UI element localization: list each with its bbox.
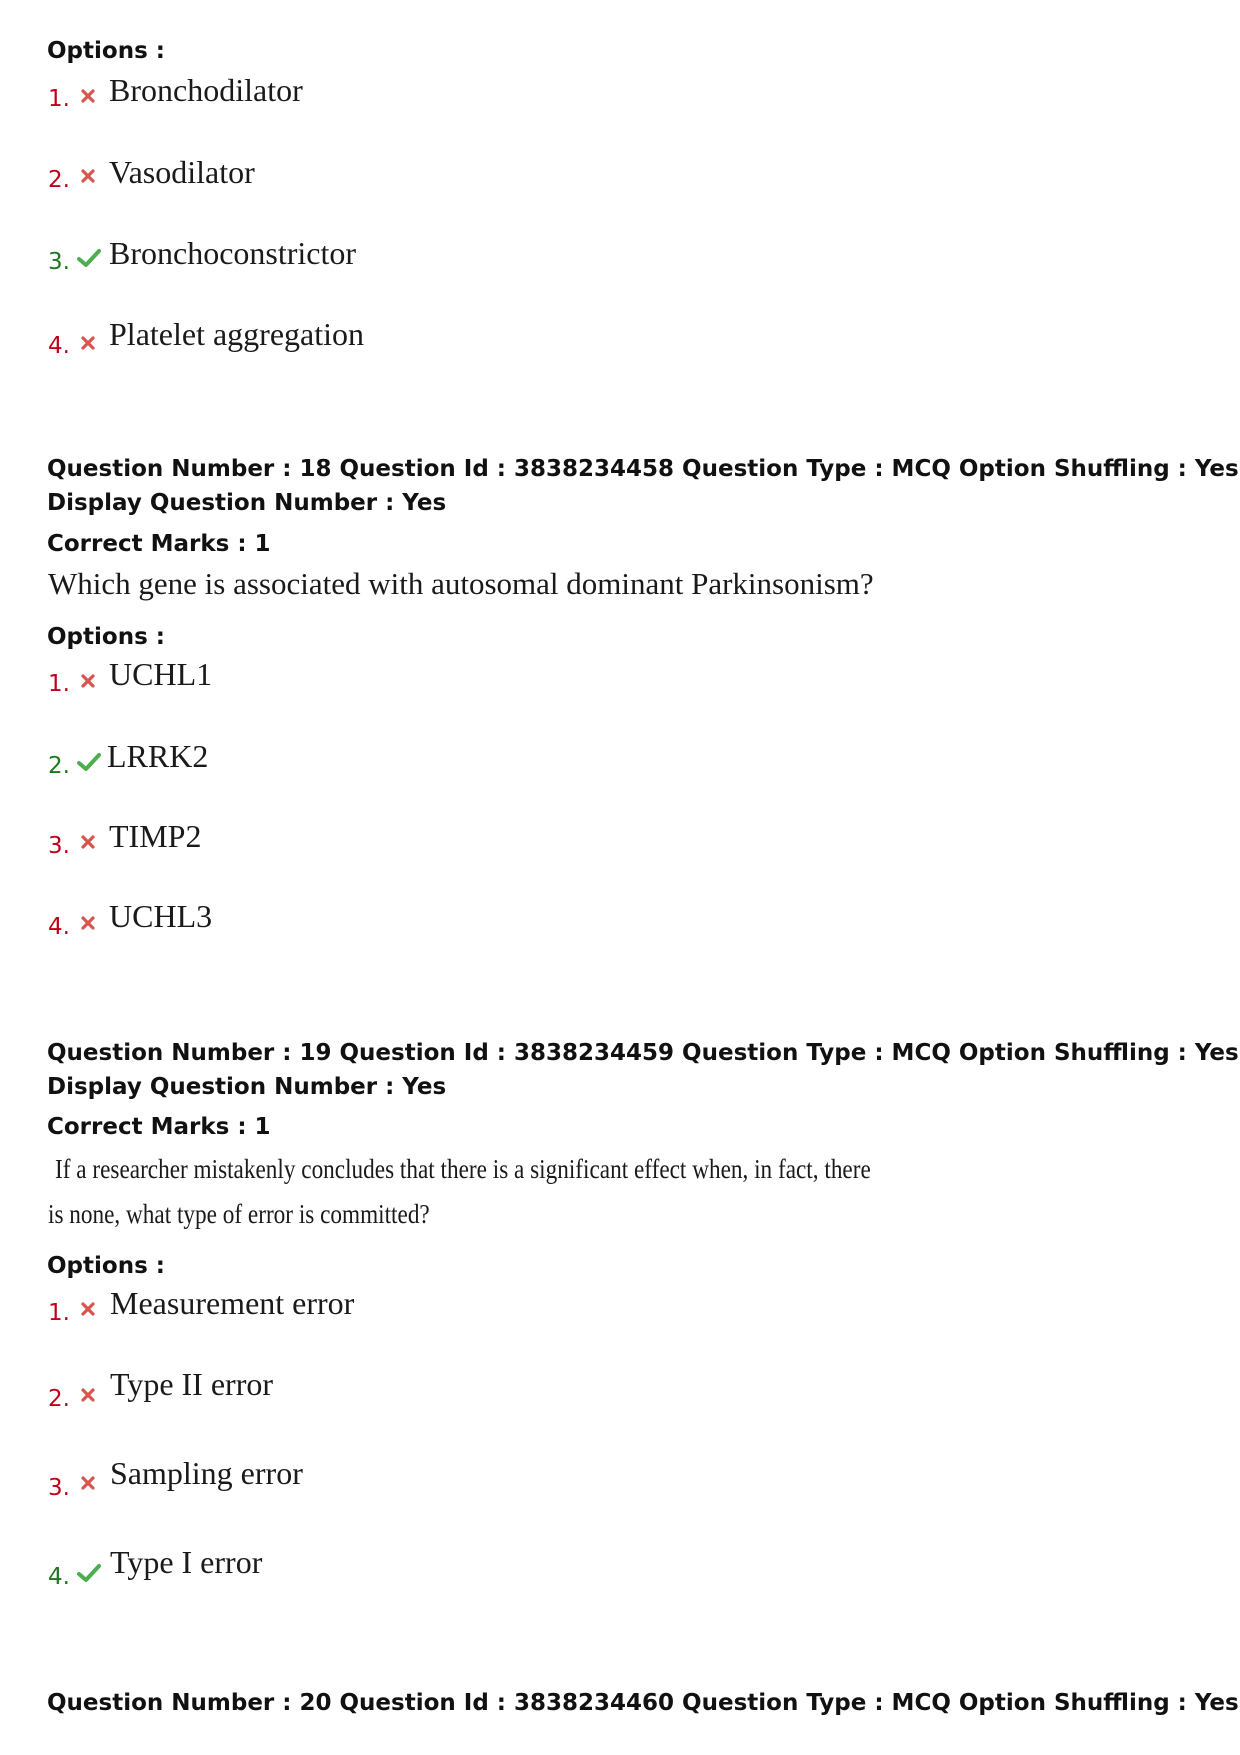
options-label: Options : bbox=[47, 624, 165, 650]
option-text: UCHL3 bbox=[109, 898, 213, 934]
option-text: Measurement error bbox=[110, 1285, 355, 1321]
wrong-cross-icon bbox=[80, 1301, 96, 1317]
correct-check-icon bbox=[77, 1563, 101, 1583]
wrong-cross-icon bbox=[80, 1387, 96, 1403]
option-number: 3. bbox=[48, 1475, 70, 1501]
option-text: TIMP2 bbox=[109, 818, 202, 854]
wrong-cross-icon bbox=[80, 673, 96, 689]
option-number: 1. bbox=[48, 86, 70, 112]
option-number: 3. bbox=[48, 833, 70, 859]
question-text: Which gene is associated with autosomal dominant Parkinsonism? bbox=[48, 566, 874, 601]
correct-marks: Correct Marks : 1 bbox=[47, 1114, 271, 1140]
option-text: Bronchodilator bbox=[109, 72, 303, 108]
option-number: 4. bbox=[48, 333, 70, 359]
wrong-cross-icon bbox=[80, 915, 96, 931]
option-number: 2. bbox=[48, 167, 70, 193]
wrong-cross-icon bbox=[80, 335, 96, 351]
option-text: UCHL1 bbox=[109, 656, 213, 692]
option-number: 1. bbox=[48, 671, 70, 697]
question-text-line1: If a researcher mistakenly concludes that there is a significant effect when, in fact, there bbox=[55, 1154, 871, 1184]
option-number: 2. bbox=[48, 1386, 70, 1412]
question-header-line2: Display Question Number : Yes bbox=[47, 490, 447, 516]
wrong-cross-icon bbox=[80, 88, 96, 104]
wrong-cross-icon bbox=[80, 1475, 96, 1491]
correct-marks: Correct Marks : 1 bbox=[47, 531, 271, 557]
option-text: Bronchoconstrictor bbox=[109, 235, 357, 271]
option-number: 4. bbox=[48, 914, 70, 940]
correct-check-icon bbox=[77, 248, 101, 268]
question-header-line2: Display Question Number : Yes bbox=[47, 1074, 447, 1100]
options-label: Options : bbox=[47, 38, 165, 64]
option-number: 1. bbox=[48, 1300, 70, 1326]
option-number: 2. bbox=[48, 753, 70, 779]
question-text-line2: is none, what type of error is committed? bbox=[48, 1199, 430, 1229]
option-number: 4. bbox=[48, 1564, 70, 1590]
wrong-cross-icon bbox=[80, 834, 96, 850]
option-text: LRRK2 bbox=[107, 738, 209, 774]
options-label: Options : bbox=[47, 1253, 165, 1279]
option-number: 3. bbox=[48, 249, 70, 275]
option-text: Platelet aggregation bbox=[109, 316, 365, 352]
option-text: Vasodilator bbox=[109, 154, 255, 190]
question-header-line1: Question Number : 20 Question Id : 3838234460 Question Type : MCQ Option Shuffling : Yes bbox=[47, 1690, 1239, 1716]
wrong-cross-icon bbox=[80, 168, 96, 184]
correct-check-icon bbox=[77, 752, 101, 772]
question-header-line1: Question Number : 18 Question Id : 3838234458 Question Type : MCQ Option Shuffling : Yes bbox=[47, 456, 1239, 482]
question-header-line1: Question Number : 19 Question Id : 3838234459 Question Type : MCQ Option Shuffling : Yes bbox=[47, 1040, 1239, 1066]
option-text: Type II error bbox=[110, 1366, 273, 1402]
option-text: Type I error bbox=[110, 1544, 263, 1580]
option-text: Sampling error bbox=[110, 1455, 303, 1491]
